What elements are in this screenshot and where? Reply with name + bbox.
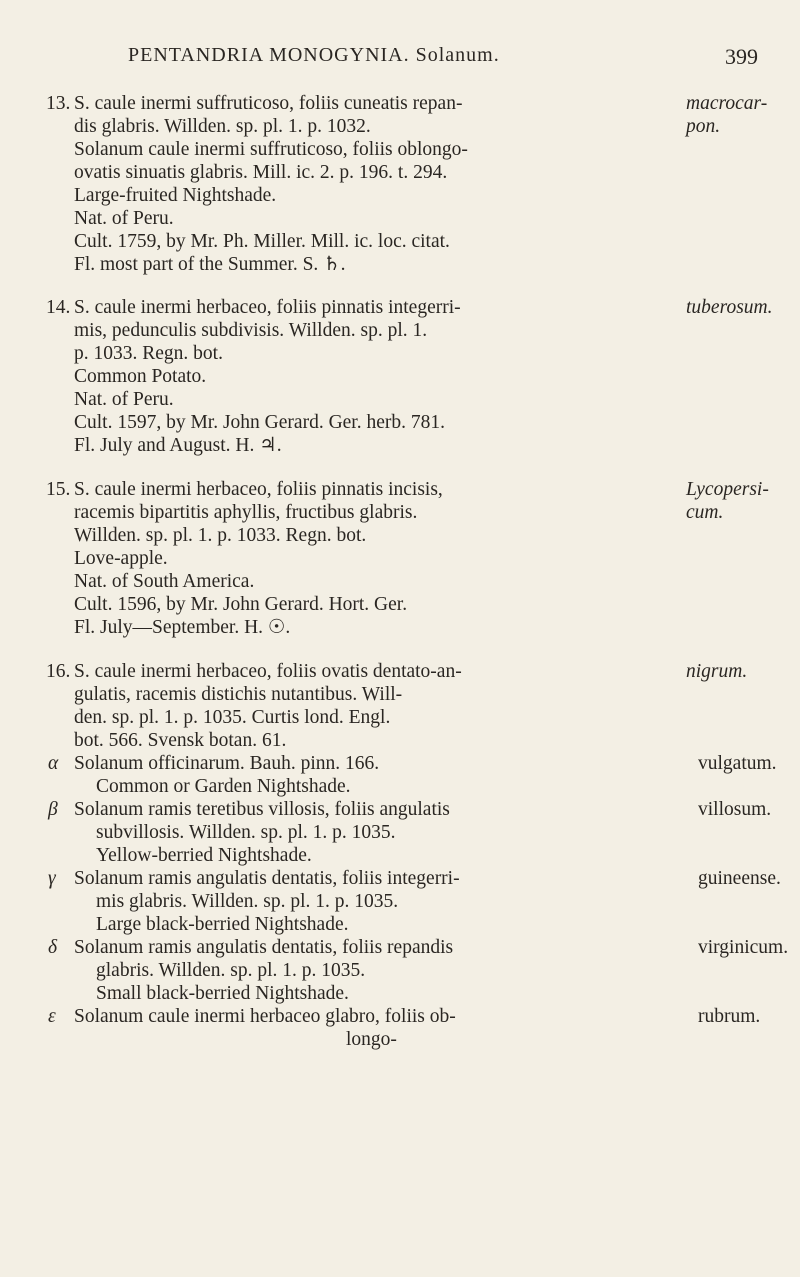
entry-line: S. caule inermi herbaceo, foliis pinnatis incisis,	[74, 479, 443, 500]
entry-line: S. caule inermi herbaceo, foliis ovatis dentato-an-	[74, 661, 462, 682]
entry-line: mis, pedunculis subdivisis. Willden. sp. pl. 1.	[74, 320, 428, 341]
variety-name: rubrum.	[698, 1006, 761, 1027]
variety-letter: γ	[48, 868, 56, 889]
variety-line: glabris. Willden. sp. pl. 1. p. 1035.	[96, 960, 366, 981]
entry-line: Solanum caule inermi suffruticoso, foliis oblongo-	[74, 139, 468, 160]
variety-name: villosum.	[698, 799, 772, 820]
variety-line: Solanum ramis teretibus villosis, foliis angulatis	[74, 799, 450, 820]
species-epithet: cum.	[686, 502, 724, 523]
variety-line: subvillosis. Willden. sp. pl. 1. p. 1035.	[96, 822, 396, 843]
running-header	[128, 44, 758, 74]
variety-line: Yellow-berried Nightshade.	[96, 845, 312, 866]
species-entry-14	[46, 296, 786, 457]
entry-line: racemis bipartitis aphyllis, fructibus glabris.	[74, 502, 418, 523]
variety-line: mis glabris. Willden. sp. pl. 1. p. 1035.	[96, 891, 399, 912]
entry-line: Fl. July and August. H. ♃.	[74, 435, 282, 456]
variety-line: Solanum officinarum. Bauh. pinn. 166.	[74, 753, 380, 774]
page-number: 399	[725, 44, 758, 69]
entry-line: Cult. 1597, by Mr. John Gerard. Ger. herb. 781.	[74, 412, 445, 433]
species-entry-13	[46, 92, 786, 276]
variety-letter: ε	[48, 1006, 56, 1027]
variety-name: virginicum.	[698, 937, 789, 958]
entry-line: den. sp. pl. 1. p. 1035. Curtis lond. Engl.	[74, 707, 391, 728]
entry-line: Nat. of Peru.	[74, 208, 174, 229]
entry-line: Fl. most part of the Summer. S. ♄.	[74, 254, 346, 275]
species-epithet: tuberosum.	[686, 297, 773, 318]
entry-line: Cult. 1596, by Mr. John Gerard. Hort. Ger.	[74, 594, 408, 615]
variety-line: Common or Garden Nightshade.	[96, 776, 351, 797]
variety-letter: δ	[48, 937, 58, 958]
variety-line: Solanum caule inermi herbaceo glabro, foliis ob-	[74, 1006, 456, 1027]
entry-line: Common Potato.	[74, 366, 207, 387]
entry-line: ovatis sinuatis glabris. Mill. ic. 2. p. 196. t. 294.	[74, 162, 448, 183]
variety-letter: β	[48, 799, 58, 820]
entry-number: 16.	[46, 661, 71, 682]
species-epithet: pon.	[686, 116, 721, 137]
entry-line: Large-fruited Nightshade.	[74, 185, 277, 206]
entry-line: bot. 566. Svensk botan. 61.	[74, 730, 287, 751]
entry-number: 15.	[46, 479, 71, 500]
entry-line: Cult. 1759, by Mr. Ph. Miller. Mill. ic. loc. citat.	[74, 231, 450, 252]
entry-number: 14.	[46, 297, 71, 318]
species-entry-16	[46, 660, 789, 1051]
entry-line: p. 1033. Regn. bot.	[74, 343, 223, 364]
entry-line: Nat. of Peru.	[74, 389, 174, 410]
entry-line: Love-apple.	[74, 548, 168, 569]
variety-line: Small black-berried Nightshade.	[96, 983, 349, 1004]
catchword: longo-	[346, 1029, 397, 1050]
species-epithet: nigrum.	[686, 661, 748, 682]
variety-line: Large black-berried Nightshade.	[96, 914, 349, 935]
variety-line: Solanum ramis angulatis dentatis, foliis repandis	[74, 937, 454, 958]
entry-line: Fl. July—September. H. ☉.	[74, 617, 291, 638]
variety-name: guineense.	[698, 868, 781, 889]
entry-line: gulatis, racemis distichis nutantibus. Will-	[74, 684, 403, 705]
entry-number: 13.	[46, 93, 71, 114]
variety-line: Solanum ramis angulatis dentatis, foliis integerri-	[74, 868, 460, 889]
entry-line: Willden. sp. pl. 1. p. 1033. Regn. bot.	[74, 525, 367, 546]
species-epithet: Lycopersi-	[686, 479, 769, 500]
entry-line: Nat. of South America.	[74, 571, 255, 592]
entry-line: dis glabris. Willden. sp. pl. 1. p. 1032.	[74, 116, 371, 137]
entry-line: S. caule inermi herbaceo, foliis pinnatis integerri-	[74, 297, 461, 318]
species-epithet: macrocar-	[686, 93, 768, 114]
header-title: PENTANDRIA MONOGYNIA. Solanum.	[128, 44, 500, 66]
variety-name: vulgatum.	[698, 753, 777, 774]
variety-letter: α	[48, 753, 59, 774]
entry-line: S. caule inermi suffruticoso, foliis cuneatis repan-	[74, 93, 463, 114]
species-entry-15	[46, 478, 786, 639]
